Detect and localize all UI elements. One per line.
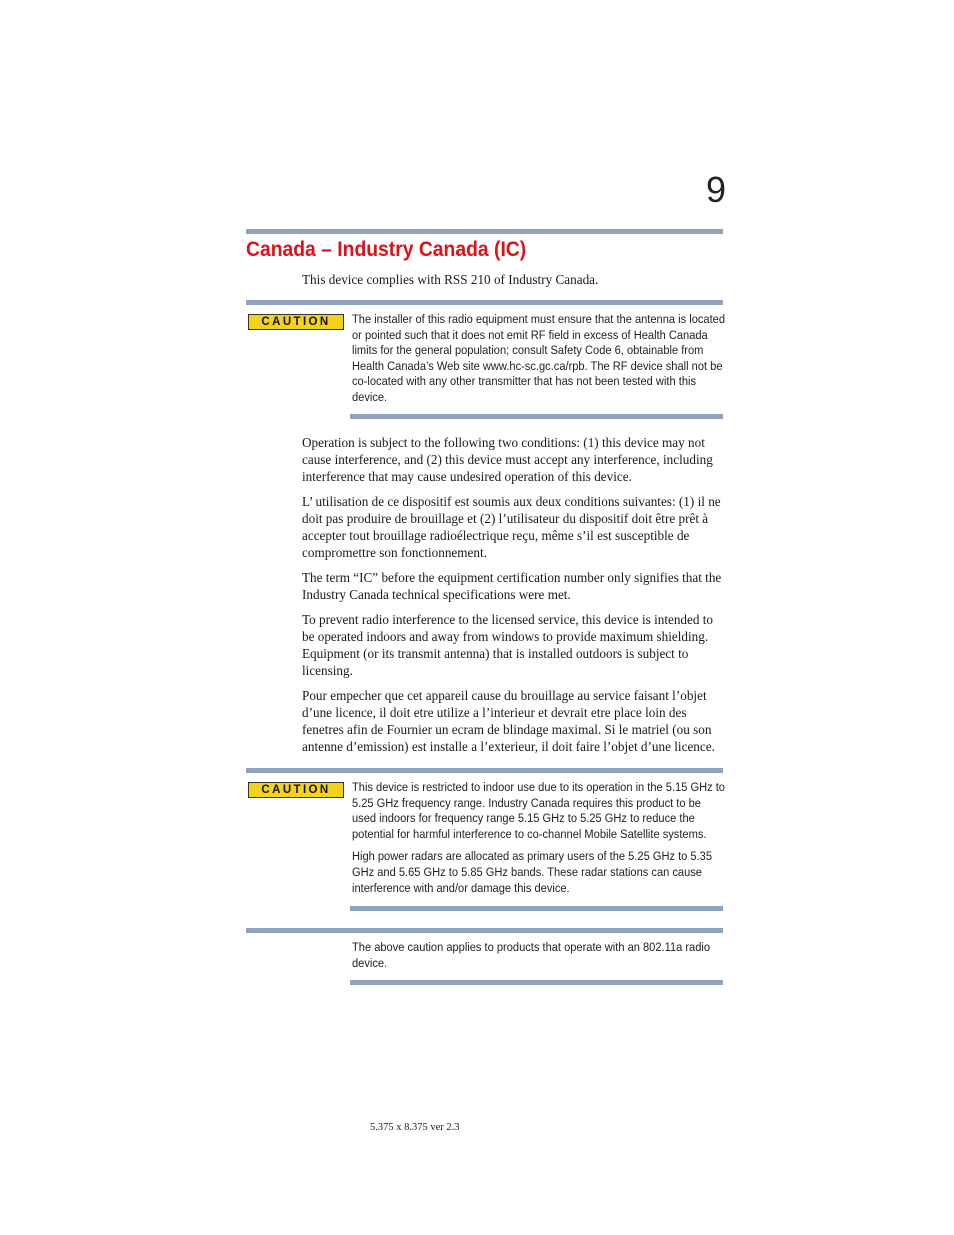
caution2-top-rule [246, 768, 723, 773]
intro-text [302, 271, 724, 296]
caution2-text [352, 780, 725, 903]
note-paragraph: The above caution applies to products that operate with an 802.11a radio device. [352, 940, 711, 970]
caution1-text [352, 312, 725, 413]
footer-version: 5.375 x 8.375 ver 2.3 [370, 1122, 460, 1133]
body-paragraph-1: Operation is subject to the following two conditions: (1) this device may not cause interference, and (2) this device must accept any interference, including interference that may cause undesired operation of this device. [302, 435, 713, 484]
body-paragraph-3: The term “IC” before the equipment certification number only signifies that the Industry Canada technical specifications were met. [302, 570, 722, 602]
caution1-top-rule [246, 300, 723, 305]
caution1-badge: CAUTION [248, 314, 344, 330]
note-bottom-rule [350, 980, 723, 985]
caution2-badge: CAUTION [248, 782, 344, 798]
body-paragraph-4: To prevent radio interference to the licensed service, this device is intended to be operated indoors and away from windows to provide maximum shielding. Equipment (or its transmit antenna) that is installed outdoors is subject to licensing. [302, 612, 714, 678]
caution2-paragraph-1: This device is restricted to indoor use due to its operation in the 5.15 GHz to 5.25 GHz frequency range. Industry Canada requires this product to be used indoors for frequency range 5.15 GHz to 5.25 GHz to reduce the potential for harmful interference to co-channel Mobile Satellite systems. [352, 780, 725, 841]
caution2-paragraph-2: High power radars are allocated as primary users of the 5.25 GHz to 5.35 GHz and 5.65 GHz to 5.85 GHz bands. These radar stations can cause interference with and/or damage this device. [352, 849, 713, 895]
header-rule [246, 229, 723, 234]
note-top-rule [246, 928, 723, 933]
note-text [352, 940, 725, 978]
intro-paragraph: This device complies with RSS 210 of Industry Canada. [302, 272, 599, 287]
body-paragraphs [302, 434, 724, 763]
caution1-bottom-rule [350, 414, 723, 419]
section-title: Canada – Industry Canada (IC) [246, 238, 527, 261]
caution2-bottom-rule [350, 906, 723, 911]
caution1-paragraph: The installer of this radio equipment must ensure that the antenna is located or pointed such that it does not emit RF field in excess of Health Canada limits for the general population; consult Safety Code 6, obtainable from Health Canada’s Web site www.hc-sc.gc.ca/rpb. The RF device shall not be co-located with any other transmitter that has not been tested with this device. [352, 312, 726, 404]
page-number: 9 [705, 169, 726, 210]
body-paragraph-5: Pour empecher que cet appareil cause du brouillage au service faisant l’objet d’une licence, il doit etre utilize a l’interieur et devrait etre place loin des fenetres afin de Fournier un ecram de blindage maximal. Si le matriel (ou son antenne d’emission) est installe a l’exterieur, il doit faire l’objet d’une licence. [302, 688, 715, 754]
body-paragraph-2: L’ utilisation de ce dispositif est soumis aux deux conditions suivantes: (1) il ne doit pas produire de brouillage et (2) l’utilisateur du dispositif doit être prêt à accepter tout brouillage radioélectrique reçu, même s’il est susceptible de compromettre son fonctionnement. [302, 494, 721, 560]
